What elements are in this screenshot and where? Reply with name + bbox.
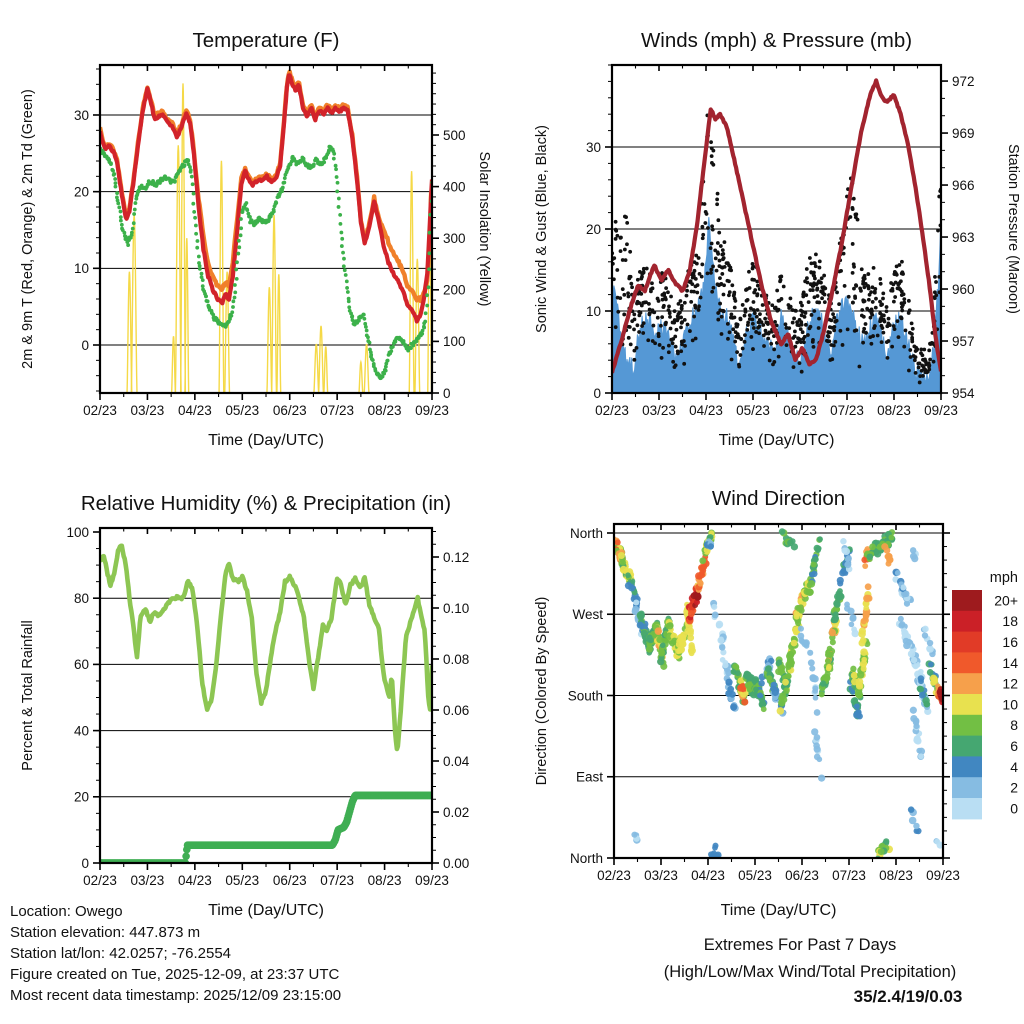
colorbar-swatch [952,673,982,694]
y-axis-title: Percent & Total Rainfall [20,620,36,771]
colorbar-swatch [952,652,982,673]
x-tick-label: 03/23 [130,403,165,418]
y-tick-label: 0.02 [443,804,470,820]
x-tick-label: 02/23 [597,868,631,883]
y-tick-label: 963 [952,229,975,245]
y-tick-label: 966 [952,177,975,193]
sonic-wind-blue-band [612,213,941,393]
x-tick-label: 08/23 [367,403,402,418]
compass-tick-label: East [575,769,603,785]
y-tick-label: 969 [952,125,975,141]
y-tick-label: 957 [952,333,975,349]
x-tick-label: 06/23 [785,868,819,883]
y-tick-label: 0 [81,337,89,353]
x-tick-label: 09/23 [415,873,449,888]
colorbar-tick-label: 4 [1010,758,1018,775]
y-tick-label: 60 [73,657,89,673]
x-tick-label: 07/23 [832,868,866,883]
y-axis-title: Solar Insolation (Yellow) [476,151,492,307]
y-tick-label: 30 [585,139,601,155]
colorbar-swatch [952,715,982,736]
x-tick-label: 09/23 [926,868,960,883]
colorbar-tick-label: 8 [1010,717,1018,734]
y-tick-label: 960 [952,281,975,297]
footer-line: Location: Owego [10,903,123,920]
x-tick-label: 02/23 [595,403,629,418]
x-axis-title: Time (Day/UTC) [718,432,835,449]
colorbar-swatch [952,736,982,757]
x-tick-label: 09/23 [415,403,449,418]
y-tick-label: 10 [585,303,601,319]
y-tick-label: 20 [585,221,601,237]
compass-tick-label: North [569,850,603,866]
y-tick-label: 400 [443,179,466,195]
y-tick-label: 0.12 [443,549,470,565]
extremes-summary [664,936,963,1006]
x-tick-label: 06/23 [783,403,817,418]
colorbar-tick-label: 6 [1010,738,1018,754]
x-tick-label: 09/23 [924,403,958,418]
footer-line: Station lat/lon: 42.0257; -76.2554 [10,945,232,962]
chart-title: Relative Humidity (%) & Precipitation (in) [80,492,452,515]
colorbar-title: mph [989,570,1018,586]
x-tick-label: 05/23 [738,868,772,883]
x-tick-label: 05/23 [225,873,260,888]
chart-title: Winds (mph) & Pressure (mb) [640,29,913,52]
colorbar-tick-label: 2 [1010,779,1018,796]
x-tick-label: 03/23 [642,403,676,418]
temp-2m-red-line [100,75,432,321]
colorbar-tick-label: 16 [1002,634,1018,650]
colorbar-tick-label: 20+ [994,592,1018,609]
x-tick-label: 02/23 [83,403,117,418]
x-tick-label: 08/23 [877,403,911,418]
x-tick-label: 04/23 [691,868,725,883]
colorbar-swatch [952,632,982,653]
y-tick-label: 972 [952,73,975,89]
x-tick-label: 04/23 [177,873,212,888]
humidity-gridlines [100,598,432,797]
x-tick-label: 03/23 [644,868,678,883]
x-tick-label: 02/23 [83,873,117,888]
x-tick-label: 07/23 [320,403,355,418]
extremes-values: 35/2.4/19/0.03 [853,987,963,1006]
precip-dotted-line [96,792,435,867]
x-tick-label: 05/23 [736,403,770,418]
y-tick-label: 0.06 [443,702,470,718]
colorbar-swatch [952,777,982,798]
x-axis-title: Time (Day/UTC) [208,902,324,919]
colorbar-tick-label: 12 [1002,675,1018,692]
y-tick-label: 40 [73,723,89,739]
x-tick-label: 07/23 [320,873,355,888]
y-tick-label: 20 [73,184,89,200]
y-tick-label: 0.04 [443,753,470,769]
y-tick-label: 0.10 [443,600,470,616]
x-tick-label: 06/23 [272,873,307,888]
y-tick-label: 0 [81,855,89,871]
relative-humidity-line [100,546,432,749]
colorbar-swatch [952,694,982,715]
x-tick-label: 06/23 [272,403,307,418]
colorbar-tick-label: 18 [1002,613,1018,630]
x-tick-label: 08/23 [367,873,402,888]
y-tick-label: 100 [443,334,466,350]
x-axis-title: Time (Day/UTC) [720,902,837,919]
y-tick-label: 0 [593,385,601,401]
chart-title: Temperature (F) [192,29,340,52]
y-axis-title: 2m & 9m T (Red, Orange) & 2m Td (Green) [20,89,36,369]
winds-pressure-chart [534,29,1021,449]
compass-tick-label: South [567,688,603,704]
y-tick-label: 20 [73,789,89,805]
y-tick-label: 30 [73,107,89,123]
y-tick-label: 100 [66,524,89,540]
y-tick-label: 954 [952,385,975,401]
winds-series [610,80,942,393]
colorbar-tick-label: 14 [1002,654,1018,671]
colorbar-swatch [952,611,982,632]
x-tick-label: 05/23 [225,403,260,418]
x-axis-title: Time (Day/UTC) [208,432,324,449]
footer-line: Station elevation: 447.873 m [10,924,201,941]
compass-tick-label: West [572,607,603,623]
colorbar-tick-label: 0 [1010,800,1018,817]
x-tick-label: 04/23 [689,403,723,418]
extremes-title: Extremes For Past 7 Days [703,936,897,954]
x-tick-label: 04/23 [177,403,212,418]
speed-colorbar [952,570,1018,819]
y-tick-label: 0 [443,385,451,401]
colorbar-swatch [952,756,982,777]
y-axis-title: Station Pressure (Maroon) [1005,143,1021,315]
chart-title: Wind Direction [711,487,846,510]
y-tick-label: 300 [443,231,466,246]
y-tick-label: 80 [73,591,89,606]
compass-tick-label: North [569,525,603,541]
x-tick-label: 03/23 [130,873,165,888]
y-tick-label: 0.08 [443,651,470,667]
colorbar-swatch [952,798,982,819]
y-axis-title: Direction (Colored By Speed) [534,596,550,786]
footer-line: Most recent data timestamp: 2025/12/09 23:15:00 [10,987,342,1004]
temperature-chart [20,29,492,449]
colorbar-tick-label: 10 [1002,696,1018,713]
extremes-subtitle: (High/Low/Max Wind/Total Precipitation) [663,963,957,981]
y-tick-label: 0.00 [443,855,470,871]
footer-line: Figure created on Tue, 2025-12-09, at 23:37 UTC [10,966,340,983]
x-tick-label: 08/23 [879,868,913,883]
colorbar-swatch [952,590,982,611]
y-axis-title: Sonic Wind & Gust (Blue, Black) [534,125,550,333]
x-tick-label: 07/23 [830,403,864,418]
y-tick-label: 10 [73,261,89,277]
humidity-series [96,546,435,867]
y-tick-label: 200 [443,282,466,298]
winds-gridlines [612,147,941,311]
y-tick-label: 500 [443,127,466,143]
